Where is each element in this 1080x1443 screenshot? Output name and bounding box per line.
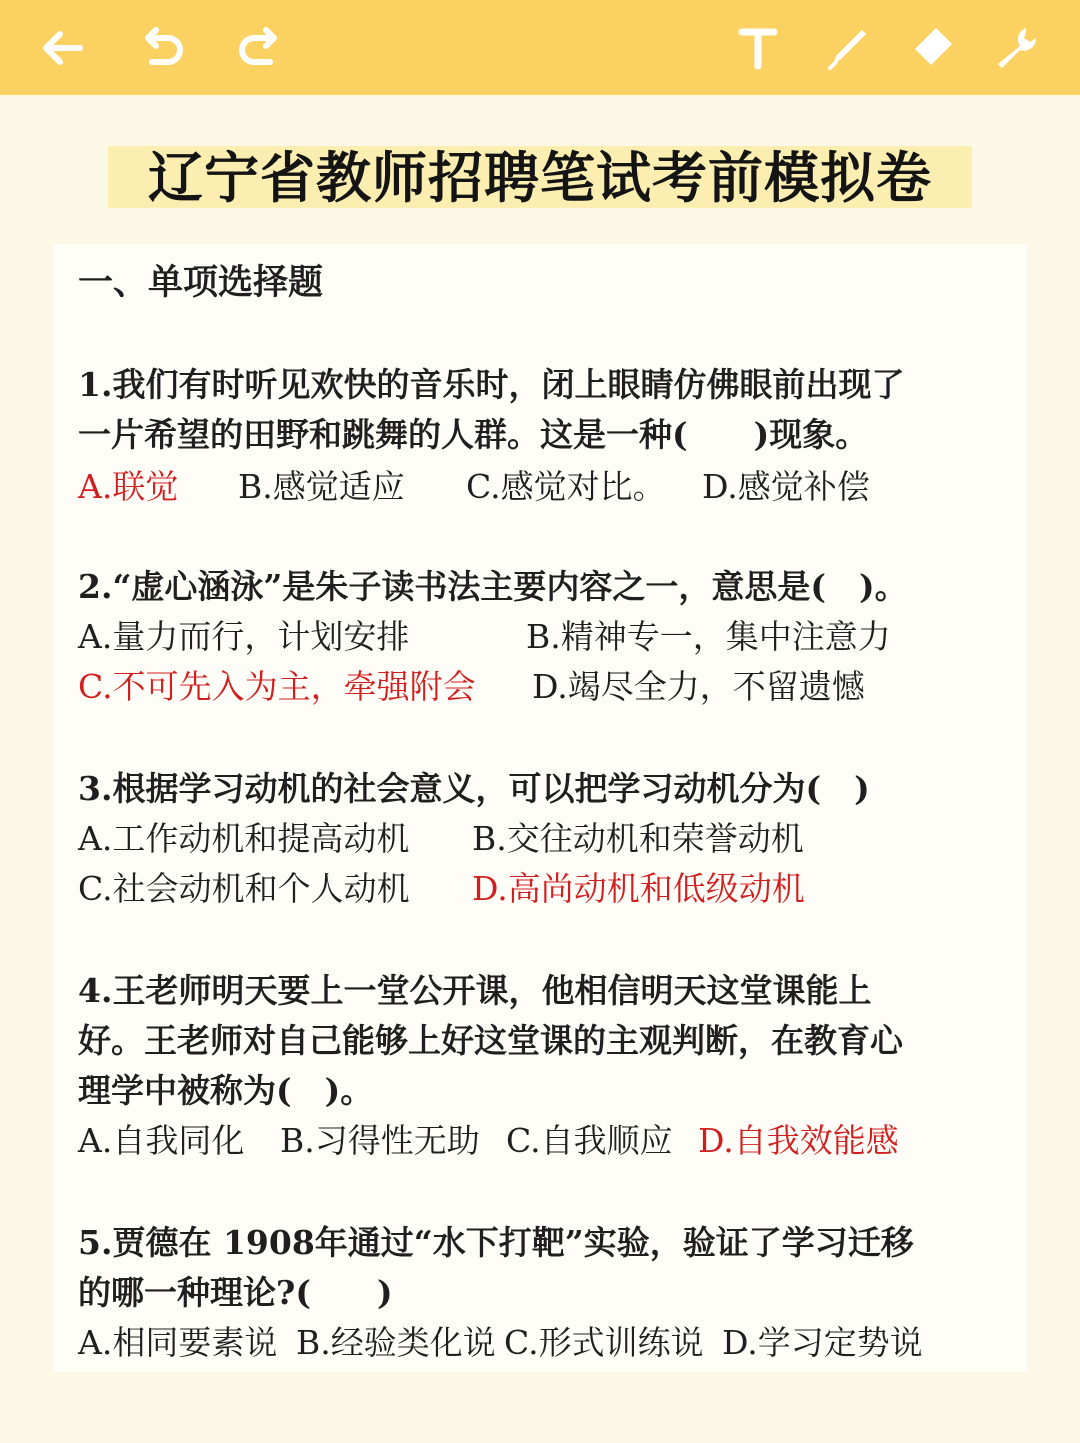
- text-tool-icon[interactable]: [730, 20, 786, 76]
- option-a[interactable]: A.自我同化: [78, 1121, 245, 1160]
- undo-icon[interactable]: [134, 20, 190, 76]
- section-title: 一、单项选择题: [78, 262, 324, 303]
- option-c[interactable]: C.自我顺应: [506, 1121, 673, 1160]
- option-c[interactable]: C.社会动机和个人动机: [78, 869, 410, 908]
- option-b[interactable]: B.经验类化说: [296, 1323, 496, 1362]
- question-line: 1.我们有时听见欢快的音乐时，闭上眼睛仿佛眼前出现了: [78, 365, 905, 404]
- question-line: 的哪一种理论?( ): [78, 1273, 393, 1312]
- question-line: 理学中被称为( )。: [78, 1071, 374, 1110]
- question-line: 4.王老师明天要上一堂公开课，他相信明天这堂课能上: [78, 971, 872, 1010]
- option-b[interactable]: B.精神专一，集中注意力: [526, 617, 891, 656]
- question-line: 3.根据学习动机的社会意义，可以把学习动机分为( ): [78, 769, 870, 808]
- wrench-icon[interactable]: [988, 20, 1044, 76]
- option-c[interactable]: C.感觉对比。: [466, 467, 666, 506]
- option-a[interactable]: A.工作动机和提高动机: [78, 819, 410, 858]
- options-2b: [78, 662, 998, 712]
- question-line: 2.“虚心涵泳”是朱子读书法主要内容之一，意思是( )。: [78, 567, 908, 606]
- options-1: [78, 462, 998, 512]
- options-3b: [78, 864, 998, 914]
- option-d[interactable]: D.学习定势说: [722, 1323, 923, 1362]
- question-line: 好。王老师对自己能够上好这堂课的主观判断，在教育心: [78, 1021, 903, 1060]
- options-5: [78, 1318, 998, 1368]
- question-2: [78, 562, 978, 612]
- question-4: [78, 966, 978, 1116]
- option-d[interactable]: D.高尚动机和低级动机: [472, 869, 805, 908]
- eraser-icon[interactable]: [904, 20, 960, 76]
- pen-icon[interactable]: [820, 20, 876, 76]
- options-3a: [78, 814, 998, 864]
- options-4: [78, 1116, 998, 1166]
- option-b[interactable]: B.感觉适应: [238, 467, 405, 506]
- option-a[interactable]: A.联觉: [78, 467, 179, 506]
- option-a[interactable]: A.相同要素说: [78, 1323, 278, 1362]
- option-b[interactable]: B.习得性无助: [280, 1121, 480, 1160]
- page-title: 辽宁省教师招聘笔试考前模拟卷: [147, 145, 932, 210]
- option-c[interactable]: C.不可先入为主，牵强附会: [78, 667, 476, 706]
- options-2a: [78, 612, 998, 662]
- top-toolbar: [0, 0, 1080, 95]
- option-d[interactable]: D.感觉补偿: [702, 467, 870, 506]
- option-d[interactable]: D.自我效能感: [698, 1121, 899, 1160]
- option-b[interactable]: B.交往动机和荣誉动机: [472, 819, 804, 858]
- redo-icon[interactable]: [232, 20, 288, 76]
- back-arrow-icon[interactable]: [34, 20, 90, 76]
- question-1: [78, 360, 978, 460]
- question-3: [78, 764, 978, 814]
- option-d[interactable]: D.竭尽全力，不留遗憾: [532, 667, 865, 706]
- question-line: 5.贾德在 1908年通过“水下打靶”实验，验证了学习迁移: [78, 1223, 914, 1262]
- question-line: 一片希望的田野和跳舞的人群。这是一种( )现象。: [78, 415, 869, 454]
- question-5: [78, 1218, 978, 1318]
- option-a[interactable]: A.量力而行，计划安排: [78, 617, 410, 656]
- option-c[interactable]: C.形式训练说: [504, 1323, 704, 1362]
